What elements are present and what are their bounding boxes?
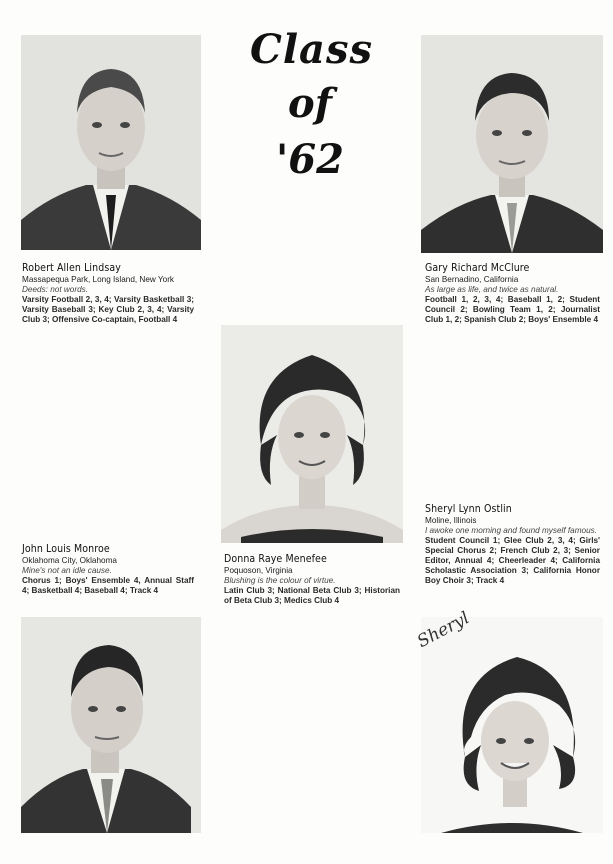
student-name: John Louis Monroe xyxy=(22,543,110,555)
portrait-monroe-illustration xyxy=(21,617,201,833)
student-name: Sheryl Lynn Ostlin xyxy=(425,503,512,515)
student-name: Donna Raye Menefee xyxy=(224,553,327,565)
student-hometown: San Bernadino, California xyxy=(425,275,519,284)
signature-ostlin: Sheryl xyxy=(414,608,473,653)
portrait-mcclure-illustration xyxy=(421,35,603,253)
portrait-lindsay-illustration xyxy=(21,35,201,250)
student-quote: As large as life, and twice as natural. xyxy=(425,285,559,294)
student-activities: Chorus 1; Boys' Ensemble 4, Annual Staff 4; Basketball 4; Baseball 4; Track 4 xyxy=(22,576,194,595)
portrait-photo-menefee xyxy=(221,325,403,543)
student-activities: Latin Club 3; National Beta Club 3; Historian of Beta Club 3; Medics Club 4 xyxy=(224,586,400,605)
student-name: Gary Richard McClure xyxy=(425,262,530,274)
portrait-photo-mcclure xyxy=(421,35,603,253)
title-line-class: Class xyxy=(250,26,373,73)
student-quote: Blushing is the colour of virtue. xyxy=(224,576,336,585)
bio-menefee xyxy=(224,553,400,606)
title-line-year: '62 xyxy=(276,136,344,183)
student-hometown: Massapequa Park, Long Island, New York xyxy=(22,275,175,284)
bio-lindsay xyxy=(22,262,194,325)
bio-ostlin xyxy=(425,503,600,586)
student-name: Robert Allen Lindsay xyxy=(22,262,121,274)
bio-mcclure xyxy=(425,262,600,325)
student-activities: Football 1, 2, 3, 4; Baseball 1, 2; Student Council 2; Bowling Team 1, 2; Journalist Club 1, 2; Spanish Club 2; Boys' Ensemble 4 xyxy=(425,295,600,324)
portrait-menefee-illustration xyxy=(221,325,403,543)
student-quote: I awoke one morning and found myself famous. xyxy=(425,526,598,535)
title-line-of: of xyxy=(288,80,332,127)
portrait-photo-lindsay xyxy=(21,35,201,250)
bio-monroe xyxy=(22,543,194,596)
student-hometown: Poquoson, Virginia xyxy=(224,566,293,575)
student-activities: Varsity Football 2, 3, 4; Varsity Basketball 3; Varsity Baseball 3; Key Club 2, 3, 4; Varsity Club 3; Offensive Co-captain, Football 4 xyxy=(22,295,194,324)
student-activities: Student Council 1; Glee Club 2, 3, 4; Girls' Special Chorus 2; French Club 2, 3; Senior Editor, Annual 4; Cheerleader 4; California Scholastic Association 3; California Honor Boy Choir 3; Track 4 xyxy=(425,536,600,585)
student-hometown: Oklahoma City, Oklahoma xyxy=(22,556,117,565)
student-quote: Mine's not an idle cause. xyxy=(22,566,112,575)
portrait-photo-monroe xyxy=(21,617,201,833)
student-hometown: Moline, Illinois xyxy=(425,516,477,525)
class-title xyxy=(250,26,373,183)
student-quote: Deeds: not words. xyxy=(22,285,88,294)
